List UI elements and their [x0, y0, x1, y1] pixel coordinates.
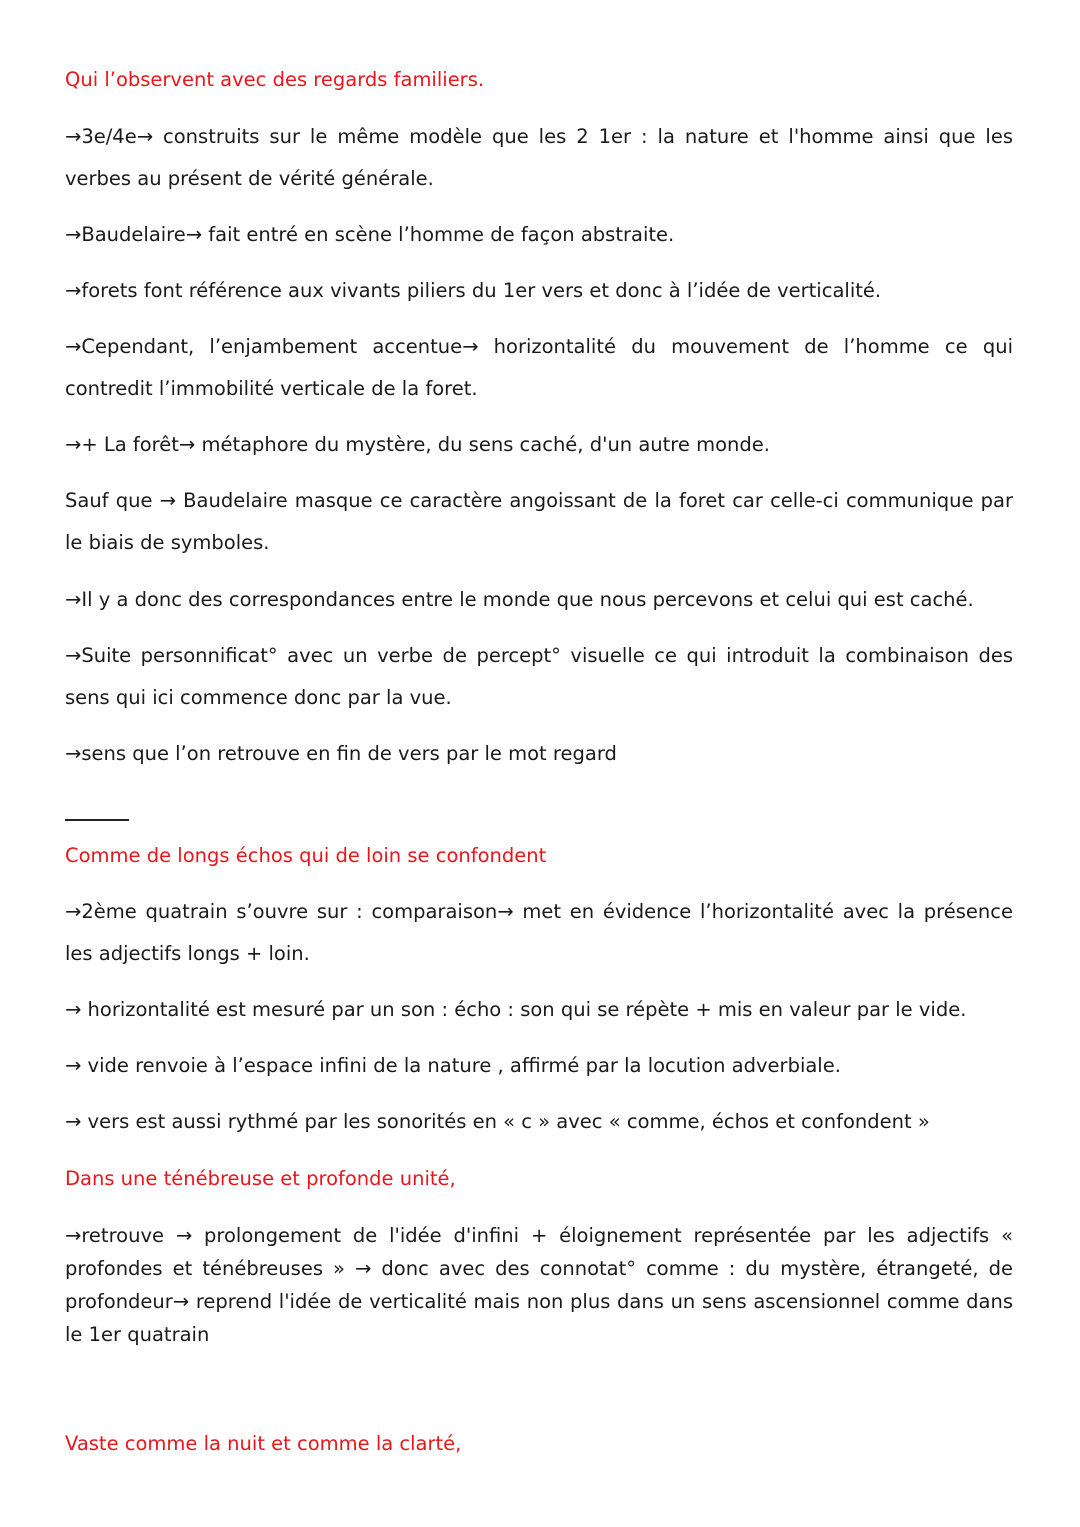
analysis-paragraph: →+ La forêt→ métaphore du mystère, du sens caché, d'un autre monde. [65, 433, 770, 456]
analysis-paragraph: →3e/4e→ construits sur le même modèle que les 2 1er : la nature et l'homme ainsi que les verbes au présent de vérité générale. [65, 125, 1013, 190]
verse-quote-1: Qui l’observent avec des regards familiers. [65, 68, 485, 91]
analysis-paragraph: Sauf que → Baudelaire masque ce caractère angoissant de la foret car celle-ci communique par le biais de symboles. [65, 489, 1013, 554]
analysis-paragraph: →2ème quatrain s’ouvre sur : comparaison→ met en évidence l’horizontalité avec la présence les adjectifs longs + loin. [65, 900, 1013, 965]
analysis-paragraph: →Suite personnificat° avec un verbe de percept° visuelle ce qui introduit la combinaison des sens qui ici commence donc par la vue. [65, 644, 1013, 709]
verse-quote-4: Vaste comme la nuit et comme la clarté, [65, 1432, 462, 1455]
analysis-paragraph: → vers est aussi rythmé par les sonorités en « c » avec « comme, échos et confondent » [65, 1110, 930, 1133]
analysis-paragraph: →retrouve → prolongement de l'idée d'infini + éloignement représentée par les adjectifs « profondes et ténébreuses » → donc avec des connotat° comme : du mystère, étrangeté, de profondeur→ reprend l'idée de verticalité mais non plus dans un sens ascensionnel comme dans le 1er quatrain [65, 1224, 1013, 1346]
section-divider [65, 819, 129, 821]
analysis-paragraph: →Cependant, l’enjambement accentue→ horizontalité du mouvement de l’homme ce qui contredit l’immobilité verticale de la foret. [65, 335, 1013, 400]
verse-quote-3: Dans une ténébreuse et profonde unité, [65, 1167, 456, 1190]
analysis-paragraph: → vide renvoie à l’espace infini de la nature , affirmé par la locution adverbiale. [65, 1054, 841, 1077]
verse-quote-2: Comme de longs échos qui de loin se confondent [65, 844, 547, 867]
analysis-paragraph: →Il y a donc des correspondances entre le monde que nous percevons et celui qui est caché. [65, 588, 974, 611]
analysis-paragraph: →sens que l’on retrouve en fin de vers par le mot regard [65, 742, 617, 765]
analysis-paragraph: → horizontalité est mesuré par un son : écho : son qui se répète + mis en valeur par le vide. [65, 998, 967, 1021]
analysis-paragraph: →forets font référence aux vivants piliers du 1er vers et donc à l’idée de verticalité. [65, 279, 882, 302]
analysis-paragraph: →Baudelaire→ fait entré en scène l’homme de façon abstraite. [65, 223, 675, 246]
